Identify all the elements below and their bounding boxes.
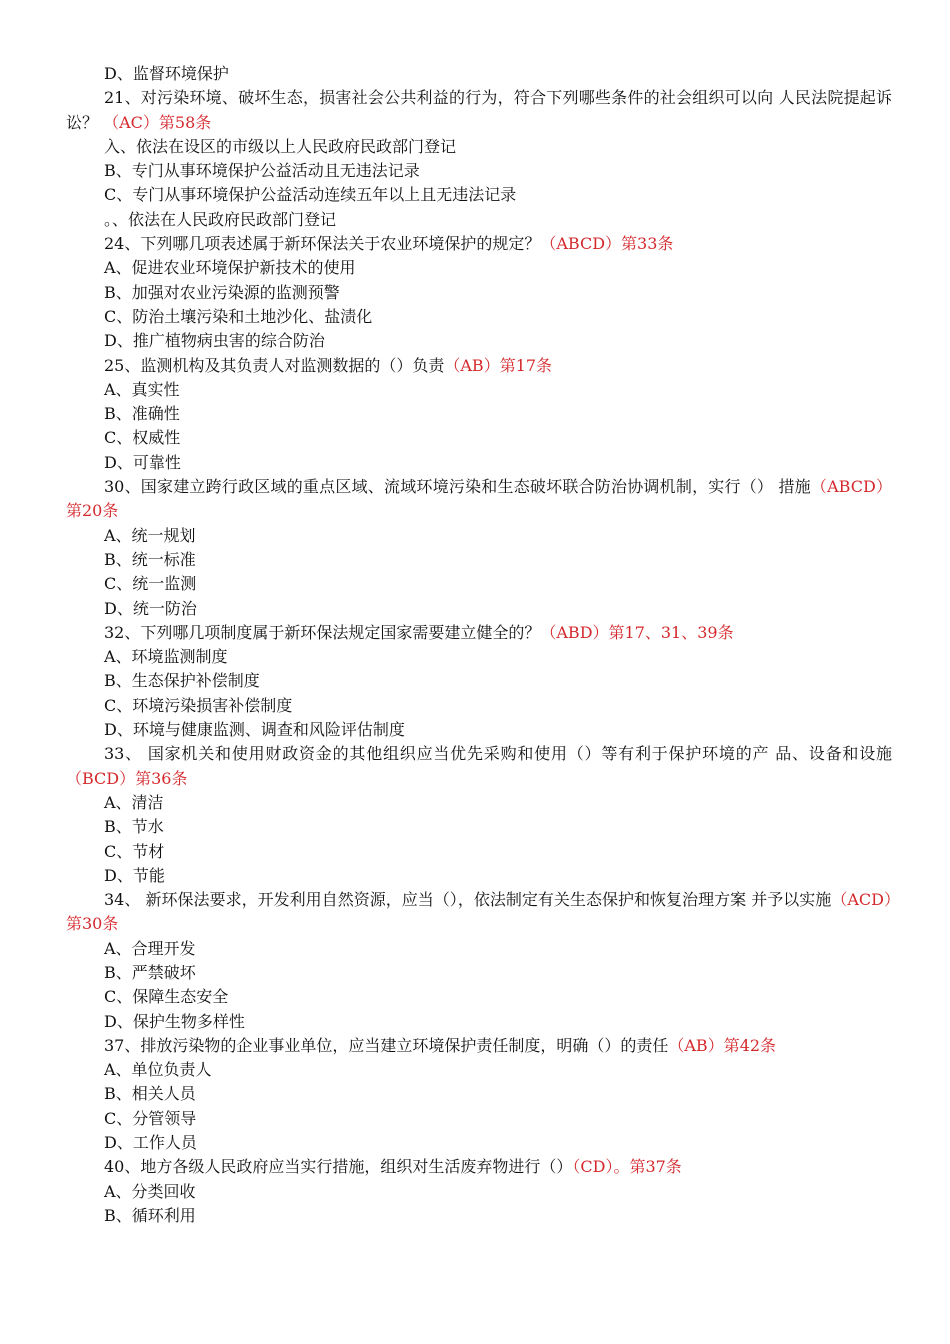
option-line: C、专门从事环境保护公益活动连续五年以上且无违法记录 bbox=[104, 185, 517, 205]
question-line bbox=[66, 475, 892, 524]
question-line bbox=[66, 86, 892, 135]
option-line: A、分类回收 bbox=[104, 1181, 196, 1201]
document-body bbox=[66, 62, 892, 1228]
option-line: B、相关人员 bbox=[104, 1084, 196, 1104]
question-text: 25、监测机构及其负责人对监测数据的（）负责 bbox=[104, 355, 445, 375]
question-line bbox=[66, 1155, 892, 1179]
question-text: 24、下列哪几项表述属于新环保法关于农业环境保护的规定？ bbox=[104, 234, 541, 254]
option-line: D、推广植物病虫害的综合防治 bbox=[104, 331, 325, 351]
question-text: 37、排放污染物的企业事业单位，应当建立环境保护责任制度，明确（）的责任 bbox=[104, 1035, 669, 1055]
question-text: 34、 新环保法要求，开发利用自然资源，应当（），依法制定有关生态保护和恢复治理方案 并予以实施 bbox=[104, 890, 832, 910]
option-line: A、单位负责人 bbox=[104, 1060, 212, 1080]
option-line: B、循环利用 bbox=[104, 1205, 196, 1225]
answer-key: （AC）第58条 bbox=[103, 112, 212, 132]
option-line: A、真实性 bbox=[104, 379, 180, 399]
option-line: B、节水 bbox=[104, 817, 164, 837]
question-text: 32、下列哪几项制度属于新环保法规定国家需要建立健全的？ bbox=[104, 622, 541, 642]
question-line bbox=[66, 1034, 892, 1058]
option-line: B、严禁破坏 bbox=[104, 962, 196, 982]
option-line: 。、依法在人民政府民政部门登记 bbox=[104, 209, 337, 229]
answer-key: （CD）。第37条 bbox=[572, 1157, 682, 1177]
option-line: D、统一防治 bbox=[104, 598, 197, 618]
answer-key: （AB）第42条 bbox=[668, 1035, 777, 1055]
answer-key: （ABCD）第20条 bbox=[66, 477, 892, 521]
question-line bbox=[66, 621, 892, 645]
option-line: B、专门从事环境保护公益活动且无违法记录 bbox=[104, 161, 420, 181]
option-line: A、合理开发 bbox=[104, 938, 196, 958]
option-line: C、保障生态安全 bbox=[104, 987, 229, 1007]
answer-key: （ABCD）第33条 bbox=[540, 234, 674, 254]
option-line: C、分管领导 bbox=[104, 1108, 197, 1128]
question-line bbox=[66, 742, 892, 791]
option-line: B、生态保护补偿制度 bbox=[104, 671, 260, 691]
option-line: A、统一规划 bbox=[104, 525, 196, 545]
question-line bbox=[66, 354, 892, 378]
option-line: C、环境污染损害补偿制度 bbox=[104, 695, 293, 715]
option-line: C、防治土壤污染和土地沙化、盐渍化 bbox=[104, 306, 373, 326]
question-line bbox=[66, 888, 892, 937]
option-line: 入、依法在设区的市级以上人民政府民政部门登记 bbox=[104, 136, 457, 156]
option-line: C、权威性 bbox=[104, 428, 181, 448]
option-line: B、准确性 bbox=[104, 404, 180, 424]
option-line: D、可靠性 bbox=[104, 452, 181, 472]
answer-key: （ABD）第17、31、39条 bbox=[540, 622, 734, 642]
option-line: D、工作人员 bbox=[104, 1133, 197, 1153]
option-line: D、环境与健康监测、调查和风险评估制度 bbox=[104, 720, 405, 740]
question-text: 30、国家建立跨行政区域的重点区域、流域环境污染和生态破坏联合防治协调机制，实行（） 措施 bbox=[104, 477, 811, 497]
option-line: C、统一监测 bbox=[104, 574, 197, 594]
option-line: A、清洁 bbox=[104, 792, 164, 812]
question-text: 40、地方各级人民政府应当实行措施，组织对生活废弃物进行（） bbox=[104, 1157, 573, 1177]
question-text: 33、 国家机关和使用财政资金的其他组织应当优先采购和使用（）等有利于保护环境的产 品、设备和设施 bbox=[104, 744, 892, 764]
option-line: B、加强对农业污染源的监测预警 bbox=[104, 282, 340, 302]
option-line: A、环境监测制度 bbox=[104, 647, 228, 667]
answer-key: （ACD）第30条 bbox=[66, 890, 892, 934]
option-line: D、监督环境保护 bbox=[104, 64, 229, 83]
option-line: C、节材 bbox=[104, 841, 165, 861]
option-line: D、节能 bbox=[104, 865, 165, 885]
question-line bbox=[66, 232, 892, 256]
option-line: D、保护生物多样性 bbox=[104, 1011, 245, 1031]
answer-key: （AB）第17条 bbox=[444, 355, 553, 375]
option-line: B、统一标准 bbox=[104, 549, 196, 569]
question-text: 21、对污染环境、破坏生态，损害社会公共利益的行为，符合下列哪些条件的社会组织可以向 人民法院提起诉讼？ bbox=[66, 88, 892, 132]
answer-key: （BCD）第36条 bbox=[66, 768, 188, 788]
option-line: A、促进农业环境保护新技术的使用 bbox=[104, 258, 356, 278]
